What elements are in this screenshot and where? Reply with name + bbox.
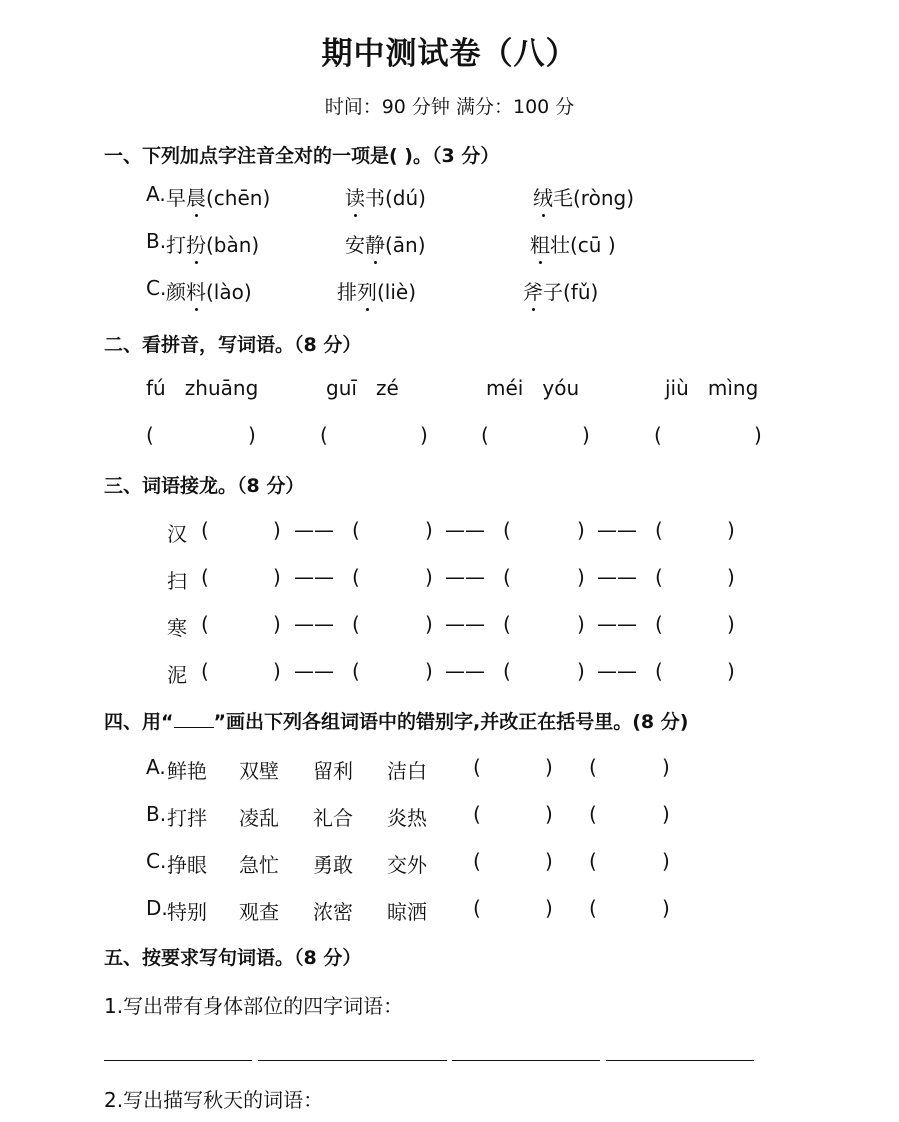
word-prefix: 早 bbox=[166, 186, 186, 210]
answer-paren-close[interactable]: ) bbox=[582, 423, 590, 447]
section-1-heading: 一、下列加点字注音全对的一项是( )。（3 分） bbox=[104, 145, 500, 167]
chain-paren-open[interactable]: ( bbox=[201, 518, 209, 542]
chain-paren-close[interactable]: ) bbox=[727, 612, 735, 636]
chain-start-character: 泥 bbox=[167, 663, 187, 687]
dotted-character: 绒 bbox=[533, 182, 553, 211]
chain-paren-close[interactable]: ) bbox=[273, 565, 281, 589]
row-label: C. bbox=[146, 849, 167, 873]
section-4-heading-pre: 四、用“ bbox=[104, 711, 174, 733]
correction-paren-close[interactable]: ) bbox=[662, 849, 670, 873]
chain-paren-close[interactable]: ) bbox=[577, 518, 585, 542]
word[interactable]: 晾洒 bbox=[387, 900, 427, 924]
row-label: A. bbox=[146, 755, 166, 779]
chain-dash: —— bbox=[597, 518, 637, 542]
answer-line[interactable] bbox=[258, 1060, 447, 1061]
word-with-pinyin bbox=[166, 182, 270, 211]
chain-paren-open[interactable]: ( bbox=[503, 659, 511, 683]
dotted-character: 斧 bbox=[523, 276, 543, 305]
word-with-pinyin bbox=[337, 276, 416, 305]
word[interactable]: 双壁 bbox=[239, 759, 279, 783]
chain-start-character: 汉 bbox=[167, 522, 187, 546]
answer-paren-open[interactable]: ( bbox=[481, 423, 489, 447]
dotted-character: 料 bbox=[186, 276, 206, 305]
word-prefix: 颜 bbox=[166, 280, 186, 304]
answer-paren-open[interactable]: ( bbox=[654, 423, 662, 447]
chain-paren-close[interactable]: ) bbox=[425, 659, 433, 683]
word-prefix: 安 bbox=[345, 233, 365, 257]
section-2-heading: 二、看拼音，写词语。（8 分） bbox=[104, 334, 362, 356]
chain-dash: —— bbox=[445, 518, 485, 542]
option-label: B. bbox=[146, 229, 167, 253]
word-with-pinyin bbox=[530, 229, 616, 258]
word-with-pinyin bbox=[523, 276, 598, 305]
pinyin-prompt: méi yóu bbox=[486, 376, 580, 400]
section-4-heading-post: ”画出下列各组词语中的错别字,并改正在括号里。(8 分) bbox=[213, 711, 689, 733]
chain-paren-close[interactable]: ) bbox=[727, 518, 735, 542]
correction-paren-close[interactable]: ) bbox=[545, 896, 553, 920]
word-suffix: (ān) bbox=[385, 233, 426, 257]
chain-dash: —— bbox=[294, 518, 334, 542]
chain-paren-close[interactable]: ) bbox=[577, 659, 585, 683]
word-with-pinyin bbox=[533, 182, 634, 211]
exam-info: 时间：90 分钟 满分：100 分 bbox=[324, 96, 575, 118]
word[interactable]: 洁白 bbox=[387, 759, 427, 783]
answer-paren-close[interactable]: ) bbox=[420, 423, 428, 447]
chain-paren-open[interactable]: ( bbox=[655, 565, 663, 589]
word[interactable]: 交外 bbox=[387, 853, 427, 877]
word-prefix: 排 bbox=[337, 280, 357, 304]
chain-paren-close[interactable]: ) bbox=[425, 565, 433, 589]
answer-paren-open[interactable]: ( bbox=[146, 423, 154, 447]
word-with-pinyin bbox=[345, 229, 426, 258]
chain-paren-open[interactable]: ( bbox=[201, 612, 209, 636]
dotted-character: 静 bbox=[365, 229, 385, 258]
word-suffix: 子(fǔ) bbox=[543, 280, 599, 304]
word-with-pinyin bbox=[166, 229, 259, 258]
correction-paren-close[interactable]: ) bbox=[662, 802, 670, 826]
chain-paren-close[interactable]: ) bbox=[273, 612, 281, 636]
correction-paren-close[interactable]: ) bbox=[662, 755, 670, 779]
dotted-character: 列 bbox=[357, 276, 377, 305]
option-label: C. bbox=[146, 276, 167, 300]
chain-paren-close[interactable]: ) bbox=[577, 565, 585, 589]
page-title: 期中测试卷（八） bbox=[321, 36, 578, 72]
chain-paren-open[interactable]: ( bbox=[352, 612, 360, 636]
word[interactable]: 礼合 bbox=[313, 806, 353, 830]
question-1: 1.写出带有身体部位的四字词语： bbox=[104, 994, 404, 1018]
chain-dash: —— bbox=[294, 612, 334, 636]
chain-dash: —— bbox=[294, 659, 334, 683]
section-5-heading: 五、按要求写句词语。（8 分） bbox=[104, 947, 362, 969]
correction-paren-open[interactable]: ( bbox=[589, 755, 597, 779]
word-suffix: (lào) bbox=[206, 280, 252, 304]
chain-paren-open[interactable]: ( bbox=[352, 518, 360, 542]
correction-paren-close[interactable]: ) bbox=[545, 802, 553, 826]
section-4-heading bbox=[104, 707, 688, 734]
chain-dash: —— bbox=[445, 612, 485, 636]
word-suffix: 毛(ròng) bbox=[553, 186, 634, 210]
word-suffix: (bàn) bbox=[206, 233, 260, 257]
chain-paren-open[interactable]: ( bbox=[201, 565, 209, 589]
chain-paren-close[interactable]: ) bbox=[425, 518, 433, 542]
word-prefix: 打 bbox=[166, 233, 186, 257]
section-3-heading: 三、词语接龙。（8 分） bbox=[104, 475, 305, 497]
chain-start-character: 寒 bbox=[167, 616, 187, 640]
chain-dash: —— bbox=[445, 659, 485, 683]
word[interactable]: 挣眼 bbox=[167, 853, 207, 877]
chain-paren-close[interactable]: ) bbox=[273, 518, 281, 542]
word[interactable]: 炎热 bbox=[387, 806, 427, 830]
underline-sample bbox=[174, 709, 214, 728]
pinyin-prompt: fú zhuāng bbox=[146, 376, 259, 400]
correction-paren-close[interactable]: ) bbox=[545, 755, 553, 779]
chain-start-character: 扫 bbox=[167, 569, 187, 593]
word[interactable]: 打拌 bbox=[167, 806, 207, 830]
option-label: A. bbox=[146, 182, 166, 206]
chain-paren-open[interactable]: ( bbox=[503, 612, 511, 636]
chain-paren-close[interactable]: ) bbox=[577, 612, 585, 636]
chain-paren-close[interactable]: ) bbox=[727, 565, 735, 589]
word[interactable]: 急忙 bbox=[239, 853, 279, 877]
word[interactable]: 观查 bbox=[239, 900, 279, 924]
chain-paren-close[interactable]: ) bbox=[425, 612, 433, 636]
chain-paren-open[interactable]: ( bbox=[352, 565, 360, 589]
answer-line[interactable] bbox=[606, 1060, 754, 1061]
correction-paren-open[interactable]: ( bbox=[473, 849, 481, 873]
word-suffix: (chēn) bbox=[206, 186, 271, 210]
chain-paren-open[interactable]: ( bbox=[655, 659, 663, 683]
word[interactable]: 勇敢 bbox=[313, 853, 353, 877]
pinyin-prompt: jiù mìng bbox=[665, 376, 759, 400]
correction-paren-open[interactable]: ( bbox=[473, 896, 481, 920]
correction-paren-close[interactable]: ) bbox=[545, 849, 553, 873]
chain-paren-open[interactable]: ( bbox=[655, 612, 663, 636]
correction-paren-open[interactable]: ( bbox=[589, 849, 597, 873]
row-label: B. bbox=[146, 802, 167, 826]
word[interactable]: 浓密 bbox=[313, 900, 353, 924]
chain-paren-open[interactable]: ( bbox=[655, 518, 663, 542]
word[interactable]: 鲜艳 bbox=[167, 759, 207, 783]
word[interactable]: 留利 bbox=[313, 759, 353, 783]
dotted-character: 晨 bbox=[186, 182, 206, 211]
word-with-pinyin bbox=[166, 276, 252, 305]
chain-paren-open[interactable]: ( bbox=[503, 565, 511, 589]
answer-paren-close[interactable]: ) bbox=[754, 423, 762, 447]
chain-paren-open[interactable]: ( bbox=[201, 659, 209, 683]
correction-paren-close[interactable]: ) bbox=[662, 896, 670, 920]
row-label: D. bbox=[146, 896, 168, 920]
chain-paren-close[interactable]: ) bbox=[727, 659, 735, 683]
chain-dash: —— bbox=[294, 565, 334, 589]
pinyin-prompt: guī zé bbox=[326, 376, 399, 400]
dotted-character: 读 bbox=[345, 182, 365, 211]
word[interactable]: 凌乱 bbox=[239, 806, 279, 830]
chain-dash: —— bbox=[597, 659, 637, 683]
dotted-character: 扮 bbox=[186, 229, 206, 258]
chain-paren-open[interactable]: ( bbox=[352, 659, 360, 683]
correction-paren-open[interactable]: ( bbox=[589, 896, 597, 920]
question-2: 2.写出描写秋天的词语： bbox=[104, 1088, 324, 1112]
word-suffix: 书(dú) bbox=[365, 186, 426, 210]
word[interactable]: 特别 bbox=[167, 900, 207, 924]
answer-paren-close[interactable]: ) bbox=[248, 423, 256, 447]
answer-line[interactable] bbox=[104, 1060, 252, 1061]
word-with-pinyin bbox=[345, 182, 426, 211]
correction-paren-open[interactable]: ( bbox=[473, 802, 481, 826]
chain-dash: —— bbox=[445, 565, 485, 589]
answer-paren-open[interactable]: ( bbox=[320, 423, 328, 447]
correction-paren-open[interactable]: ( bbox=[589, 802, 597, 826]
chain-dash: —— bbox=[597, 612, 637, 636]
dotted-character: 粗 bbox=[530, 229, 550, 258]
correction-paren-open[interactable]: ( bbox=[473, 755, 481, 779]
chain-paren-open[interactable]: ( bbox=[503, 518, 511, 542]
chain-dash: —— bbox=[597, 565, 637, 589]
word-suffix: 壮(cū ) bbox=[550, 233, 616, 257]
chain-paren-close[interactable]: ) bbox=[273, 659, 281, 683]
answer-line[interactable] bbox=[452, 1060, 600, 1061]
word-suffix: (liè) bbox=[377, 280, 417, 304]
